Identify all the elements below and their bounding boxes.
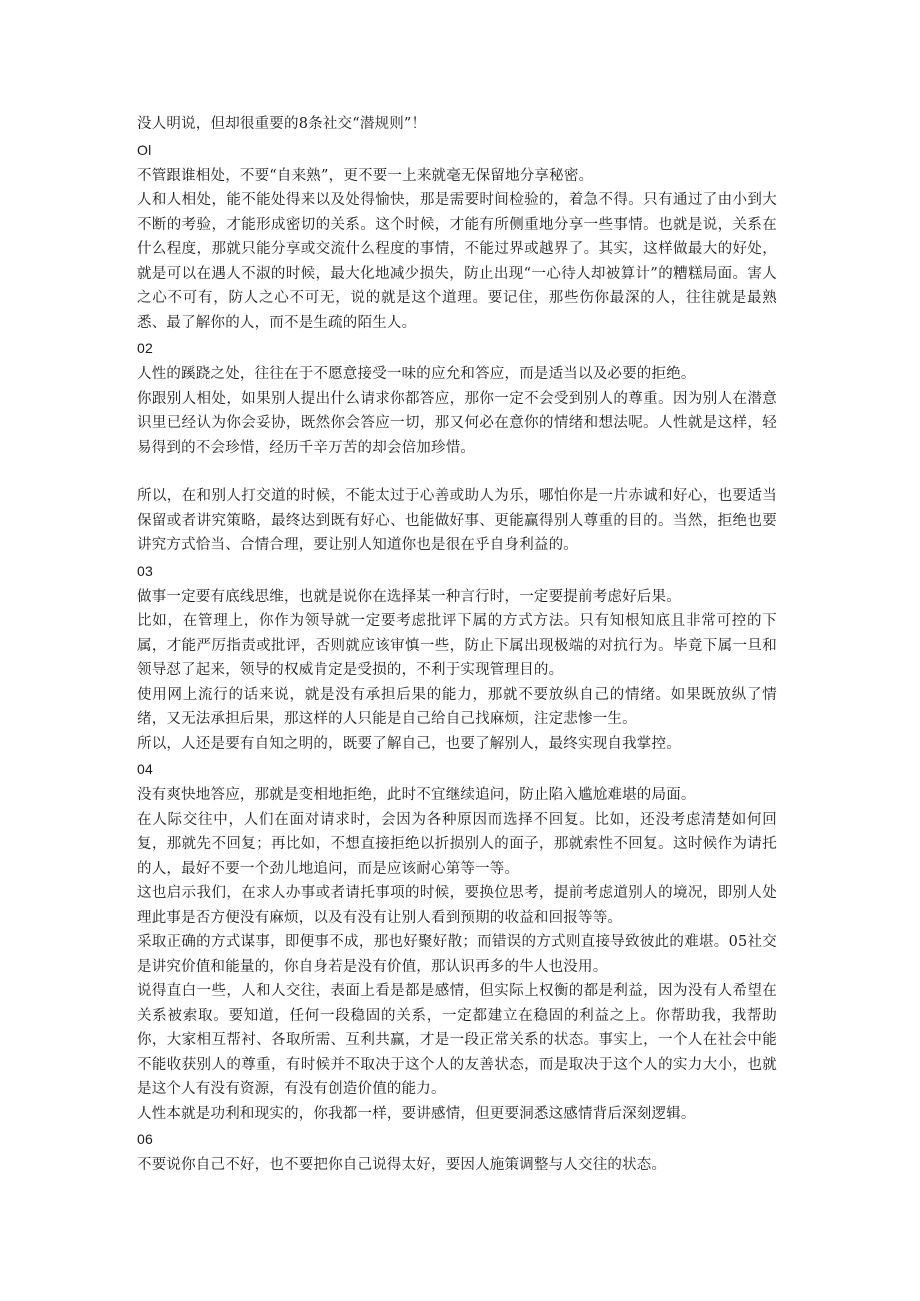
blank-line	[137, 460, 777, 484]
paragraph: 这也启示我们，在求人办事或者请托事项的时候，要换位思考，提前考虑道别人的境况，即别人处理此事是否方便没有麻烦，以及有没有让别人看到预期的收益和回报等等。	[137, 885, 777, 926]
paragraph: 比如，在管理上，你作为领导就一定要考虑批评下属的方式方法。只有知根知底且非常可控的下属，才能严厉指责或批评，否则就应该审慎一些，防止下属出现极端的对抗行为。毕竟下属一旦和领导怼了起来，领导的权威肯定是受损的，不利于实现管理目的。	[137, 613, 777, 678]
document-body	[137, 112, 777, 1178]
section-number-3: 03	[137, 562, 153, 579]
paragraph: 所以，人还是要有自知之明的，既要了解自己，也要了解别人，最终实现自我掌控。	[137, 735, 681, 752]
paragraph: 人性的蹊跷之处，往往在于不愿意接受一味的应允和答应，而是适当以及必要的拒绝。	[137, 366, 696, 382]
paragraph: 使用网上流行的话来说，就是没有承担后果的能力，那就不要放纵自己的情绪。如果既放纵了情绪，又无法承担后果，那这样的人只能是自己给自己找麻烦，注定悲惨一生。	[137, 686, 777, 727]
paragraph: 采取正确的方式谋事，即便事不成，那也好聚好散；而错误的方式则直接导致彼此的难堪。05社交是讲究价值和能量的，你自身若是没有价值，那认识再多的牛人也没用。	[137, 934, 777, 975]
document-title: 没人明说，但却很重要的8条社交“潜规则”！	[137, 116, 427, 132]
paragraph: 人和人相处，能不能处得来以及处得愉快，那是需要时间检验的，着急不得。只有通过了由小到大不断的考验，才能形成密切的关系。这个时候，才能有所侧重地分享一些事情。也就是说，关系在什么程度，那就只能分享或交流什么程度的事情，不能过界或越界了。其实，这样做最大的好处，就是可以在遇人不淑的时候，最大化地减少损失，防止出现“一心待人却被算计”的糟糕局面。害人之心不可有，防人之心不可无，说的就是这个道理。要记住，那些伤你最深的人，往往就是最熟悉、最了解你的人，而不是生疏的陌生人。	[137, 192, 777, 331]
paragraph: 做事一定要有底线思维，也就是说你在选择某一种言行时，一定要提前考虑好后果。	[137, 588, 681, 605]
paragraph: 人性本就是功利和现实的，你我都一样，要讲感情，但更要洞悉这感情背后深刻逻辑。	[137, 1105, 696, 1122]
paragraph: 在人际交往中，人们在面对请求时，会因为各种原因而选择不回复。比如，还没考虑清楚如何回复，那就先不回复；再比如，不想直接拒绝以折损别人的面子，那就索性不回复。这时候作为请托的人，最好不要一个劲儿地追问，而是应该耐心第等一等。	[137, 811, 777, 877]
paragraph: 你跟别人相处，如果别人提出什么请求你都答应，那你一定不会受到别人的尊重。因为别人在潜意识里已经认为你会妥协，既然你会答应一切，那又何必在意你的情绪和想法呢。人性就是这样，轻易得到的不会珍惜，经历千辛万苦的却会倍加珍惜。	[137, 390, 777, 456]
paragraph: 所以，在和别人打交道的时候，不能太过于心善或助人为乐，哪怕你是一片赤诚和好心，也要适当保留或者讲究策略，最终达到既有好心、也能做好事、更能赢得别人尊重的目的。当然，拒绝也要讲究方式恰当、合情合理，要让别人知道你也是很在乎自身利益的。	[137, 488, 777, 553]
section-number-6: 06	[137, 1131, 153, 1147]
section-number-2: 02	[137, 340, 153, 356]
section-number-4: 04	[137, 761, 153, 777]
section-number-1: Ol	[137, 141, 152, 158]
paragraph: 不要说你自己不好，也不要把你自己说得太好，要因人施策调整与人交往的状态。	[137, 1157, 667, 1173]
paragraph: 没有爽快地答应，那就是变相地拒绝，此时不宜继续追问，防止陷入尴尬难堪的局面。	[137, 787, 696, 803]
paragraph: 说得直白一些，人和人交往，表面上看是都是感情，但实际上权衡的都是利益，因为没有人希望在关系被索取。要知道，任何一段稳固的关系，一定都建立在稳固的利益之上。你帮助我，我帮助你，大家相互帮衬、各取所需、互利共赢，才是一段正常关系的状态。事实上，一个人在社会中能不能收获别人的尊重，有时候并不取决于这个人的友善状态，而是取决于这个人的实力大小，也就是这个人有没有资源，有没有创造价值的能力。	[137, 983, 777, 1097]
paragraph: 不管跟谁相处，不要“自来熟”，更不要一上来就毫无保留地分享秘密。	[137, 167, 594, 184]
